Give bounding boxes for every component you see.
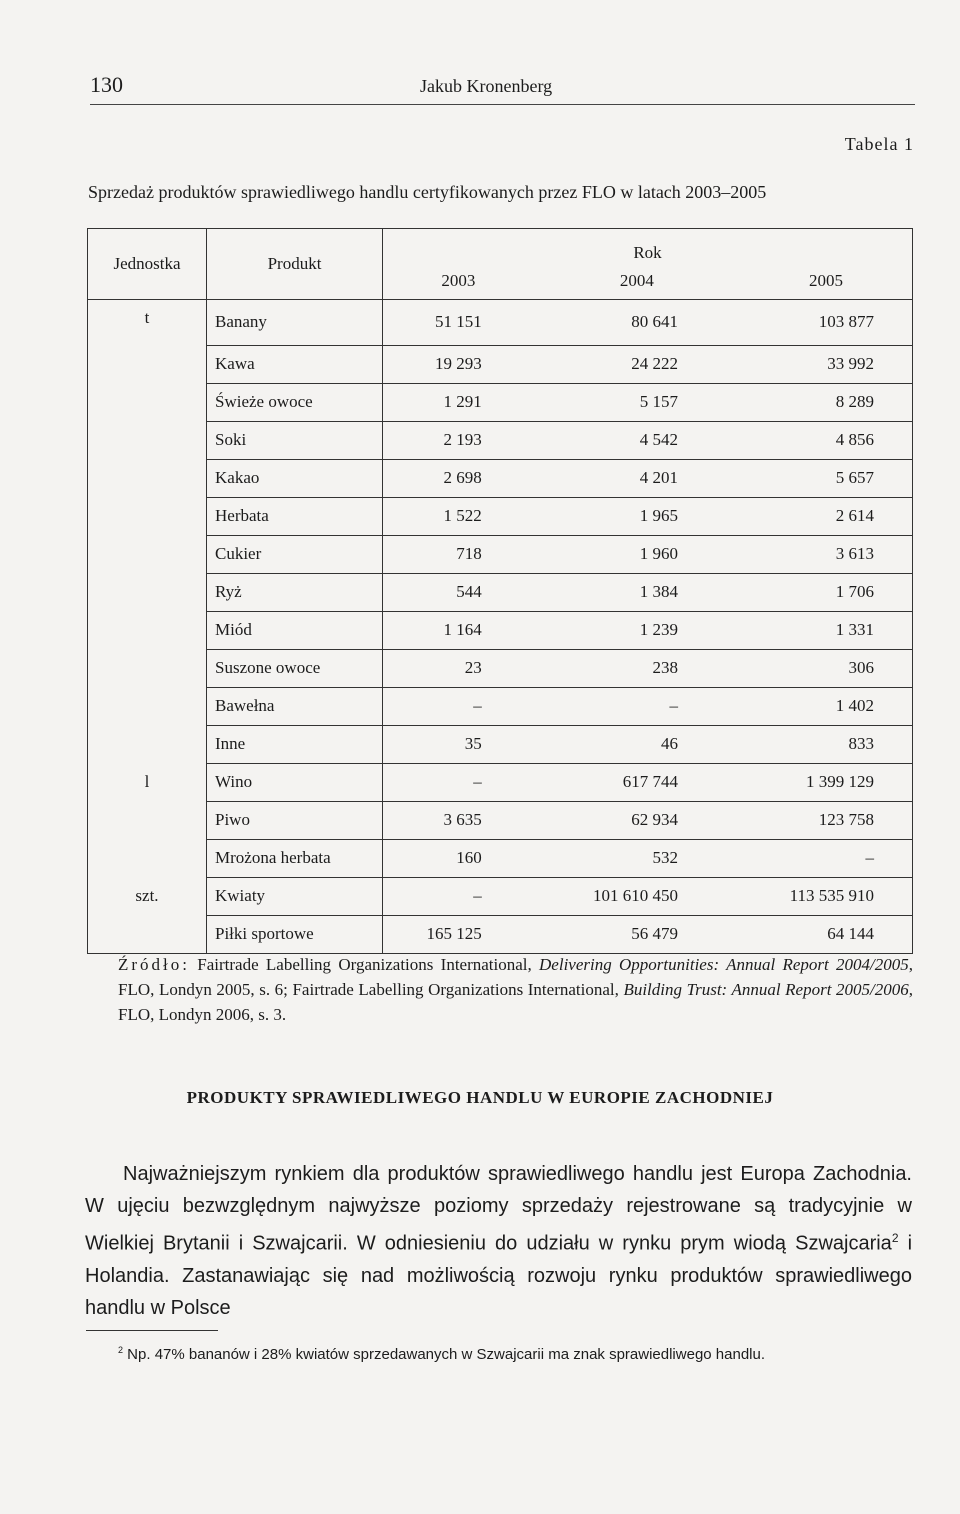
value-2004: 4 201 [534, 459, 740, 497]
value-2005: 33 992 [740, 345, 912, 383]
unit-cell [88, 915, 207, 953]
unit-cell [88, 383, 207, 421]
value-2003: 2 698 [383, 459, 534, 497]
product-cell: Kakao [207, 459, 383, 497]
table-row [88, 383, 913, 421]
value-2003: 51 151 [383, 300, 534, 346]
header-year-2003: 2003 [383, 263, 534, 300]
header-year-2005: 2005 [740, 263, 912, 300]
value-2003: – [383, 877, 534, 915]
value-2004: 101 610 450 [534, 877, 740, 915]
product-cell: Piłki sportowe [207, 915, 383, 953]
value-2005: 64 144 [740, 915, 912, 953]
running-header [90, 70, 915, 105]
product-cell: Inne [207, 725, 383, 763]
unit-cell [88, 497, 207, 535]
source-label: Źródło: [118, 955, 190, 974]
body-paragraph [85, 1158, 912, 1324]
value-2005: 4 856 [740, 421, 912, 459]
value-2005: 2 614 [740, 497, 912, 535]
value-2004: 617 744 [534, 763, 740, 801]
value-2004: 238 [534, 649, 740, 687]
source-text: Fairtrade Labelling Organizations International, [190, 955, 540, 974]
product-cell: Kwiaty [207, 877, 383, 915]
unit-cell: l [88, 763, 207, 801]
value-2005: 1 331 [740, 611, 912, 649]
value-2005: 833 [740, 725, 912, 763]
paragraph-text: Najważniejszym rynkiem dla produktów sprawiedliwego handlu jest Europa Zachodnia. W ujęciu bezwzględnym najwyższe poziomy sprzedaży rejestrowane są tradycyjnie w Wielkiej Brytanii i Szwajcarii. W odniesieniu do udziału w rynku prym wiodą Szwajcaria [85, 1163, 912, 1255]
unit-cell [88, 573, 207, 611]
product-cell: Suszone owoce [207, 649, 383, 687]
value-2005: 1 402 [740, 687, 912, 725]
value-2004: 56 479 [534, 915, 740, 953]
value-2004: 1 965 [534, 497, 740, 535]
table-label: Tabela 1 [844, 134, 914, 154]
footnote-ref: 2 [891, 1231, 899, 1245]
running-author: Jakub Kronenberg [420, 76, 553, 96]
unit-cell [88, 839, 207, 877]
table-row [88, 915, 913, 953]
value-2003: 160 [383, 839, 534, 877]
table-row [88, 839, 913, 877]
value-2004: 46 [534, 725, 740, 763]
value-2003: 165 125 [383, 915, 534, 953]
unit-cell [88, 459, 207, 497]
value-2003: 19 293 [383, 345, 534, 383]
value-2003: 1 291 [383, 383, 534, 421]
value-2003: 2 193 [383, 421, 534, 459]
product-cell: Ryż [207, 573, 383, 611]
product-cell: Banany [207, 300, 383, 346]
header-product: Produkt [207, 229, 383, 300]
value-2003: 544 [383, 573, 534, 611]
footnote-mark: 2 [118, 1345, 124, 1355]
table-row [88, 421, 913, 459]
section-heading: PRODUKTY SPRAWIEDLIWEGO HANDLU W EUROPIE ZACHODNIEJ [186, 1088, 774, 1107]
product-cell: Kawa [207, 345, 383, 383]
unit-cell [88, 345, 207, 383]
header-unit: Jednostka [88, 229, 207, 300]
value-2005: 1 399 129 [740, 763, 912, 801]
value-2003: 35 [383, 725, 534, 763]
unit-cell: t [88, 300, 207, 346]
value-2005: 306 [740, 649, 912, 687]
unit-cell [88, 649, 207, 687]
value-2005: 3 613 [740, 535, 912, 573]
source-title: Delivering Opportunities: Annual Report 2004/2005 [539, 955, 909, 974]
value-2004: 80 641 [534, 300, 740, 346]
unit-cell: szt. [88, 877, 207, 915]
footnote [86, 1338, 913, 1367]
value-2003: 3 635 [383, 801, 534, 839]
value-2003: 718 [383, 535, 534, 573]
table-row [88, 687, 913, 725]
value-2004: 62 934 [534, 801, 740, 839]
table-row [88, 725, 913, 763]
product-cell: Piwo [207, 801, 383, 839]
header-year-2004: 2004 [534, 263, 740, 300]
value-2005: 5 657 [740, 459, 912, 497]
product-cell: Soki [207, 421, 383, 459]
table-row [88, 649, 913, 687]
source-title: Building Trust: Annual Report 2005/2006 [623, 980, 909, 999]
unit-cell [88, 687, 207, 725]
unit-cell [88, 535, 207, 573]
table-row [88, 573, 913, 611]
sales-table [87, 228, 913, 954]
product-cell: Wino [207, 763, 383, 801]
table-row [88, 763, 913, 801]
value-2005: 113 535 910 [740, 877, 912, 915]
table-row [88, 535, 913, 573]
header-year-group: Rok [383, 229, 913, 264]
source-text: , FLO, Londyn 2006, s. 3. [118, 980, 913, 1024]
value-2004: 1 960 [534, 535, 740, 573]
value-2003: – [383, 763, 534, 801]
value-2004: 1 239 [534, 611, 740, 649]
product-cell: Herbata [207, 497, 383, 535]
value-2004: – [534, 687, 740, 725]
product-cell: Mrożona herbata [207, 839, 383, 877]
value-2004: 4 542 [534, 421, 740, 459]
table-source-note [118, 952, 913, 1027]
value-2003: – [383, 687, 534, 725]
table-row [88, 345, 913, 383]
value-2003: 1 164 [383, 611, 534, 649]
value-2004: 5 157 [534, 383, 740, 421]
unit-cell [88, 421, 207, 459]
paragraph-text: i Holandia. Zastanawiając się nad możliwością rozwoju rynku produktów sprawiedliwego handlu w Polsce [85, 1232, 913, 1319]
value-2005: 103 877 [740, 300, 912, 346]
table-row [88, 877, 913, 915]
footnote-divider [86, 1330, 218, 1331]
value-2004: 1 384 [534, 573, 740, 611]
product-cell: Miód [207, 611, 383, 649]
table-row [88, 459, 913, 497]
product-cell: Świeże owoce [207, 383, 383, 421]
footnote-text: Np. 47% bananów i 28% kwiatów sprzedawanych w Szwajcarii ma znak sprawiedliwego handlu. [123, 1346, 766, 1363]
value-2005: 8 289 [740, 383, 912, 421]
unit-cell [88, 611, 207, 649]
table-row [88, 497, 913, 535]
value-2004: 24 222 [534, 345, 740, 383]
unit-cell [88, 725, 207, 763]
table-row [88, 801, 913, 839]
value-2005: 123 758 [740, 801, 912, 839]
unit-cell [88, 801, 207, 839]
table-row [88, 300, 913, 346]
value-2003: 23 [383, 649, 534, 687]
product-cell: Bawełna [207, 687, 383, 725]
product-cell: Cukier [207, 535, 383, 573]
table-caption: Sprzedaż produktów sprawiedliwego handlu certyfikowanych przez FLO w latach 2003–2005 [88, 182, 767, 202]
value-2003: 1 522 [383, 497, 534, 535]
value-2005: 1 706 [740, 573, 912, 611]
value-2004: 532 [534, 839, 740, 877]
source-text: , FLO, Londyn 2005, s. 6; Fairtrade Labelling Organizations International, [118, 955, 913, 999]
value-2005: – [740, 839, 912, 877]
table-row [88, 611, 913, 649]
page-number: 130 [90, 72, 123, 97]
